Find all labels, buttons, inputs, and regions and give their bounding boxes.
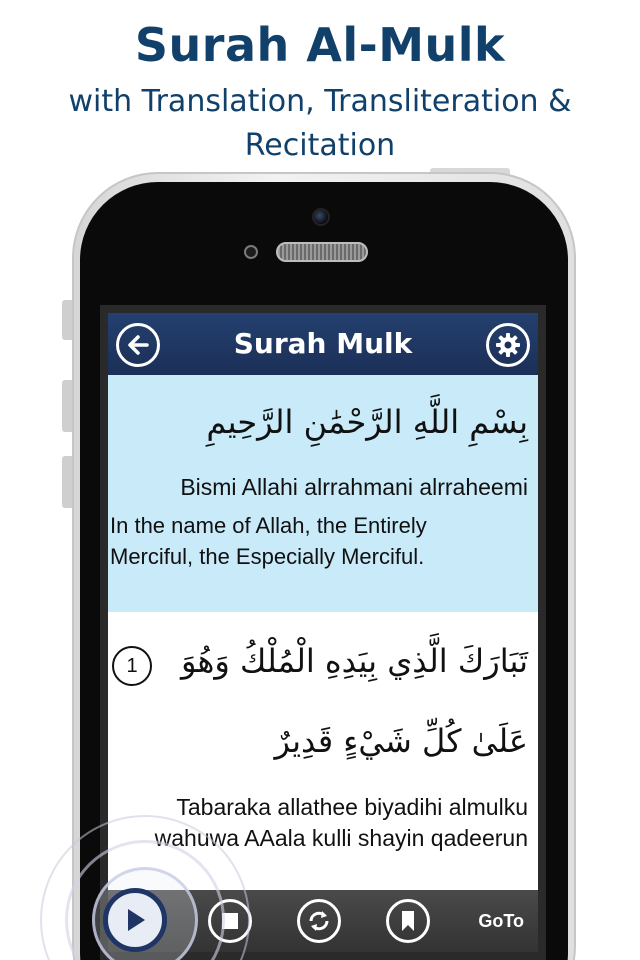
repeat-button[interactable] [297, 899, 341, 943]
stop-icon [220, 911, 240, 931]
verse-item-1[interactable] [108, 612, 538, 890]
stop-button[interactable] [208, 899, 252, 943]
goto-button[interactable]: GoTo [478, 911, 524, 931]
proximity-sensor [244, 245, 258, 259]
verse-arabic-line-2: عَلَىٰ كُلِّ شَيْءٍ قَدِيرٌ [274, 722, 528, 760]
screen-title: Surah Mulk [233, 327, 413, 360]
verse-number-badge: 1 [112, 646, 152, 686]
verse-transliteration: Bismi Allahi alrrahmani alrraheemi [180, 474, 528, 500]
app-screen [100, 305, 546, 960]
front-camera [312, 208, 330, 226]
bookmark-icon [398, 909, 418, 933]
promo-title: Surah Al-Mulk [134, 18, 506, 72]
play-button[interactable] [103, 888, 167, 952]
verse-arabic-line-1: تَبَارَكَ الَّذِي بِيَدِهِ الْمُلْكُ وَهُوَ [181, 642, 528, 680]
app-header [108, 313, 538, 375]
back-button[interactable] [116, 323, 160, 367]
verse-transliteration: Tabaraka allathee biyadihi almulku wahuwa AAala kulli shayin qadeerun [154, 794, 528, 851]
player-bar [108, 890, 538, 952]
settings-button[interactable] [486, 323, 530, 367]
verse-item-basmala[interactable] [108, 375, 538, 612]
verse-translation: In the name of Allah, the Entirely Merciful, the Especially Merciful. [110, 513, 427, 569]
play-icon [122, 906, 148, 934]
bookmark-button[interactable] [386, 899, 430, 943]
arrow-left-icon [125, 332, 151, 358]
gear-icon [494, 331, 522, 359]
repeat-icon [306, 908, 332, 934]
earpiece-speaker [276, 242, 368, 262]
verse-arabic: بِسْمِ اللَّهِ الرَّحْمَٰنِ الرَّحِيمِ [206, 403, 528, 441]
verse-list[interactable] [108, 375, 538, 890]
promo-subtitle: with Translation, Transliteration & Recitation [68, 84, 572, 163]
